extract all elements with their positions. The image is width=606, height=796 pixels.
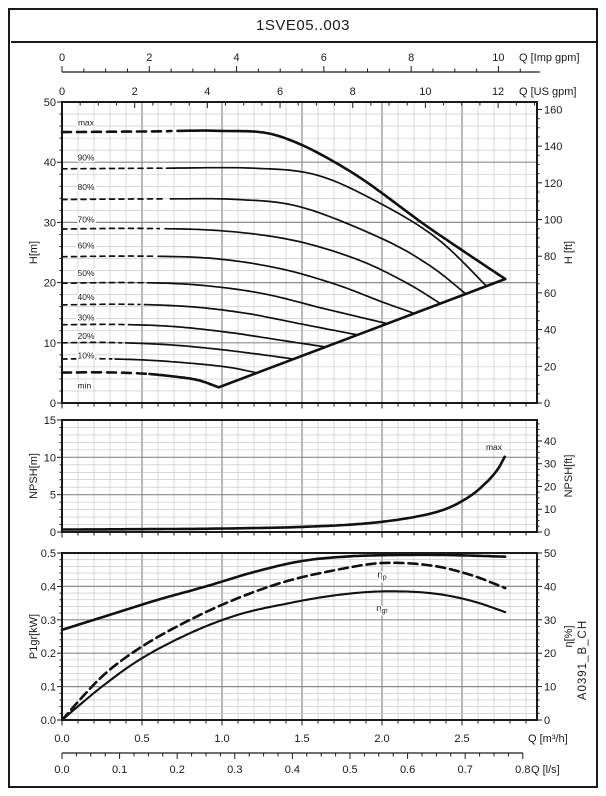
curve-90%-dashed bbox=[62, 168, 172, 169]
ls-tick-label: 0.7 bbox=[457, 764, 473, 776]
npsh-y2-tick-label: 20 bbox=[544, 481, 557, 494]
page-title: 1SVE05..003 bbox=[256, 17, 350, 34]
curve-label-70pct: 70% bbox=[77, 214, 95, 225]
ls-tick-label: 0.1 bbox=[111, 764, 128, 776]
ls-axis-unit: Q [l/s] bbox=[531, 764, 560, 776]
curve-30%-dashed bbox=[62, 324, 134, 325]
npsh-y-tick-label: 0 bbox=[49, 527, 56, 539]
power-y-tick-label: 0.0 bbox=[40, 715, 56, 727]
curve-max bbox=[178, 131, 506, 279]
curve-label-60pct: 60% bbox=[77, 240, 95, 251]
us-gpm-tick-label: 4 bbox=[204, 86, 211, 98]
m3h-tick-label: 0.0 bbox=[54, 733, 70, 745]
imp-gpm-axis-unit: Q [Imp gpm] bbox=[519, 52, 580, 64]
imp-gpm-tick-label: 4 bbox=[233, 52, 240, 64]
head-y2-tick-label: 80 bbox=[544, 251, 557, 264]
head-y2-tick-label: 40 bbox=[544, 324, 557, 337]
curve-label-eta-gr: $\eta_{gr}$ bbox=[376, 603, 388, 616]
curve-label-50pct: 50% bbox=[77, 267, 95, 278]
npsh-y2-tick-label: 40 bbox=[544, 435, 557, 448]
power-y2-tick-label: 20 bbox=[544, 648, 557, 661]
curve-min bbox=[150, 374, 219, 387]
npsh-frame bbox=[62, 420, 537, 532]
ls-tick-label: 0.8 bbox=[515, 764, 531, 776]
head-y-tick-label: 10 bbox=[43, 337, 56, 350]
npsh-grid bbox=[62, 420, 537, 532]
us-gpm-tick-label: 2 bbox=[131, 86, 138, 98]
head-chart bbox=[28, 97, 575, 410]
head-y2-tick-label: 0 bbox=[544, 398, 551, 410]
curve-label-80pct: 80% bbox=[77, 181, 95, 192]
power-y2-tick-label: 10 bbox=[544, 681, 557, 694]
head-y-tick-label: 20 bbox=[43, 277, 56, 290]
head-y-axis-title: H[m] bbox=[28, 240, 40, 265]
us-gpm-tick-label: 10 bbox=[419, 86, 432, 98]
power-y-tick-label: 0.2 bbox=[40, 648, 56, 661]
power-y2-tick-label: 50 bbox=[544, 548, 557, 560]
npsh-y2-tick-label: 0 bbox=[544, 527, 551, 539]
head-y-tick-label: 30 bbox=[43, 217, 56, 230]
imp-gpm-tick-label: 8 bbox=[408, 52, 415, 64]
m3h-tick-label: 2.5 bbox=[454, 733, 470, 745]
power-y-tick-label: 0.4 bbox=[40, 581, 56, 594]
curve-label-10pct: 10% bbox=[77, 350, 95, 361]
head-y-tick-label: 0 bbox=[49, 398, 56, 410]
curve-label-eta-p: $\eta_p$ bbox=[377, 569, 387, 582]
m3h-tick-label: 0.5 bbox=[134, 733, 150, 745]
ls-tick-label: 0.6 bbox=[399, 764, 416, 776]
us-gpm-tick-label: 12 bbox=[491, 86, 505, 98]
m3h-tick-label: 2.0 bbox=[374, 733, 390, 745]
head-y2-tick-label: 100 bbox=[544, 214, 563, 227]
head-y2-tick-label: 20 bbox=[544, 361, 557, 374]
curve-min-dashed bbox=[62, 372, 150, 374]
power-y2-axis-title: η[%] bbox=[563, 625, 575, 648]
ls-tick-label: 0.0 bbox=[54, 764, 70, 776]
bottom-axis-ls bbox=[54, 753, 559, 776]
imp-gpm-tick-label: 2 bbox=[146, 52, 153, 64]
head-y-tick-label: 40 bbox=[43, 157, 56, 170]
npsh-y2-tick-label: 10 bbox=[544, 504, 557, 517]
head-curves bbox=[62, 131, 505, 388]
npsh-y-tick-label: 5 bbox=[49, 489, 56, 502]
curve-label-90pct: 90% bbox=[77, 152, 95, 163]
head-curve-labels bbox=[77, 117, 94, 390]
curve-80%-dashed bbox=[62, 199, 164, 200]
npsh-y-tick-label: 15 bbox=[43, 415, 56, 427]
power-y2-tick-label: 40 bbox=[544, 581, 557, 594]
curve-60%-dashed bbox=[62, 256, 153, 257]
curve-label-max: max bbox=[77, 117, 95, 128]
head-y2-tick-label: 160 bbox=[544, 104, 563, 117]
ls-tick-label: 0.2 bbox=[169, 764, 185, 776]
imp-gpm-tick-label: 0 bbox=[58, 52, 66, 64]
top-axis-us-gpm bbox=[59, 86, 577, 98]
m3h-axis-unit: Q [m³/h] bbox=[528, 733, 568, 745]
curve-max-dashed bbox=[62, 131, 172, 132]
curve-10% bbox=[115, 359, 257, 373]
npsh-curve-max bbox=[62, 456, 505, 530]
curve-label-20pct: 20% bbox=[77, 331, 95, 342]
head-y2-tick-label: 60 bbox=[544, 287, 557, 300]
ls-tick-label: 0.3 bbox=[227, 764, 243, 776]
us-gpm-axis-unit: Q [US gpm] bbox=[519, 86, 577, 98]
npsh-y2-axis-title: NPSH[ft] bbox=[563, 454, 575, 498]
curve-label-30pct: 30% bbox=[77, 312, 95, 323]
ls-tick-label: 0.4 bbox=[284, 764, 301, 776]
imp-gpm-tick-label: 6 bbox=[320, 52, 327, 64]
power-chart bbox=[28, 548, 575, 727]
npsh-curve-label-max: max bbox=[485, 441, 503, 452]
power-y2-tick-label: 30 bbox=[544, 614, 557, 627]
power-y-tick-label: 0.5 bbox=[40, 548, 56, 560]
m3h-tick-label: 1.0 bbox=[214, 733, 230, 745]
bottom-axis-m3h bbox=[54, 733, 567, 745]
npsh-y2-tick-label: 30 bbox=[544, 458, 557, 471]
head-y-tick-label: 50 bbox=[43, 97, 56, 109]
npsh-y-tick-label: 10 bbox=[43, 452, 56, 465]
power-y2-tick-label: 0 bbox=[544, 715, 551, 727]
curve-label-40pct: 40% bbox=[77, 292, 95, 303]
power-y-axis-title: P1gr[kW] bbox=[28, 613, 40, 660]
head-y2-axis-title: H [ft] bbox=[563, 240, 575, 265]
curve-20% bbox=[126, 343, 294, 359]
power-y-tick-label: 0.3 bbox=[40, 614, 56, 627]
npsh-curves bbox=[62, 456, 505, 530]
npsh-chart bbox=[28, 415, 575, 539]
ls-tick-label: 0.5 bbox=[342, 764, 358, 776]
npsh-curve-labels bbox=[486, 442, 503, 452]
power-y-tick-label: 0.1 bbox=[40, 681, 56, 694]
curve-70%-dashed bbox=[62, 228, 159, 229]
npsh-y-axis-title: NPSH[m] bbox=[28, 453, 40, 499]
drawing-code-label: A0391_B_CH bbox=[577, 619, 589, 701]
us-gpm-tick-label: 0 bbox=[58, 86, 66, 98]
us-gpm-tick-label: 8 bbox=[349, 86, 356, 98]
npsh-ticks bbox=[57, 420, 542, 538]
head-y2-tick-label: 120 bbox=[544, 177, 563, 190]
head-y2-tick-label: 140 bbox=[544, 141, 563, 154]
m3h-tick-label: 1.5 bbox=[294, 733, 310, 745]
curve-label-min: min bbox=[77, 380, 92, 391]
us-gpm-tick-label: 6 bbox=[276, 86, 284, 98]
top-axis-imp-gpm bbox=[59, 52, 580, 72]
curve-40%-dashed bbox=[62, 304, 140, 305]
curve-90% bbox=[172, 168, 486, 286]
imp-gpm-tick-label: 10 bbox=[492, 52, 505, 64]
